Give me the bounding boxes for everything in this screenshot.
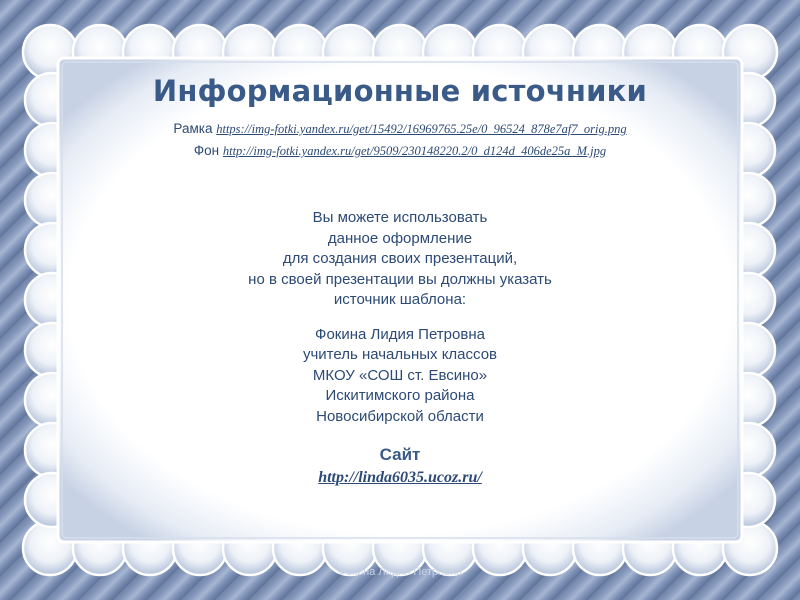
background-source-line [70, 140, 730, 162]
frame-source-line [70, 118, 730, 140]
frame-source-link[interactable]: https://img-fotki.yandex.ru/get/15492/16969765.25e/0_96524_878e7af7_orig.png [216, 122, 627, 136]
author-line: Фокина Лидия Петровна [315, 325, 485, 343]
background-source-link[interactable]: http://img-fotki.yandex.ru/get/9509/230148220.2/0_d124d_406de25a_M.jpg [222, 144, 607, 158]
usage-line: для создания своих презентаций, [282, 250, 518, 267]
site-label: Сайт [379, 445, 421, 464]
usage-line: Вы можете использовать [312, 209, 488, 226]
site-link[interactable]: http://linda6035.ucoz.ru/ [318, 469, 482, 486]
page-title: Информационные источники [152, 74, 648, 108]
usage-line: источник шаблона: [333, 291, 467, 308]
author-line: учитель начальных классов [302, 346, 498, 363]
sources-block [70, 118, 730, 162]
background-source-label: Фон [193, 143, 220, 158]
usage-line: данное оформление [327, 229, 473, 247]
footer-author: Фокина Лидия Петровна [337, 566, 463, 578]
usage-notice [70, 208, 730, 311]
author-line: Новосибирской области [316, 407, 484, 425]
frame-source-label: Рамка [173, 121, 213, 136]
author-line: Искитимского района [325, 387, 475, 404]
author-line: МКОУ «СОШ ст. Евсино» [312, 366, 488, 384]
usage-line: но в своей презентации вы должны указать [248, 270, 552, 288]
content-panel [70, 62, 730, 542]
author-info [70, 325, 730, 428]
